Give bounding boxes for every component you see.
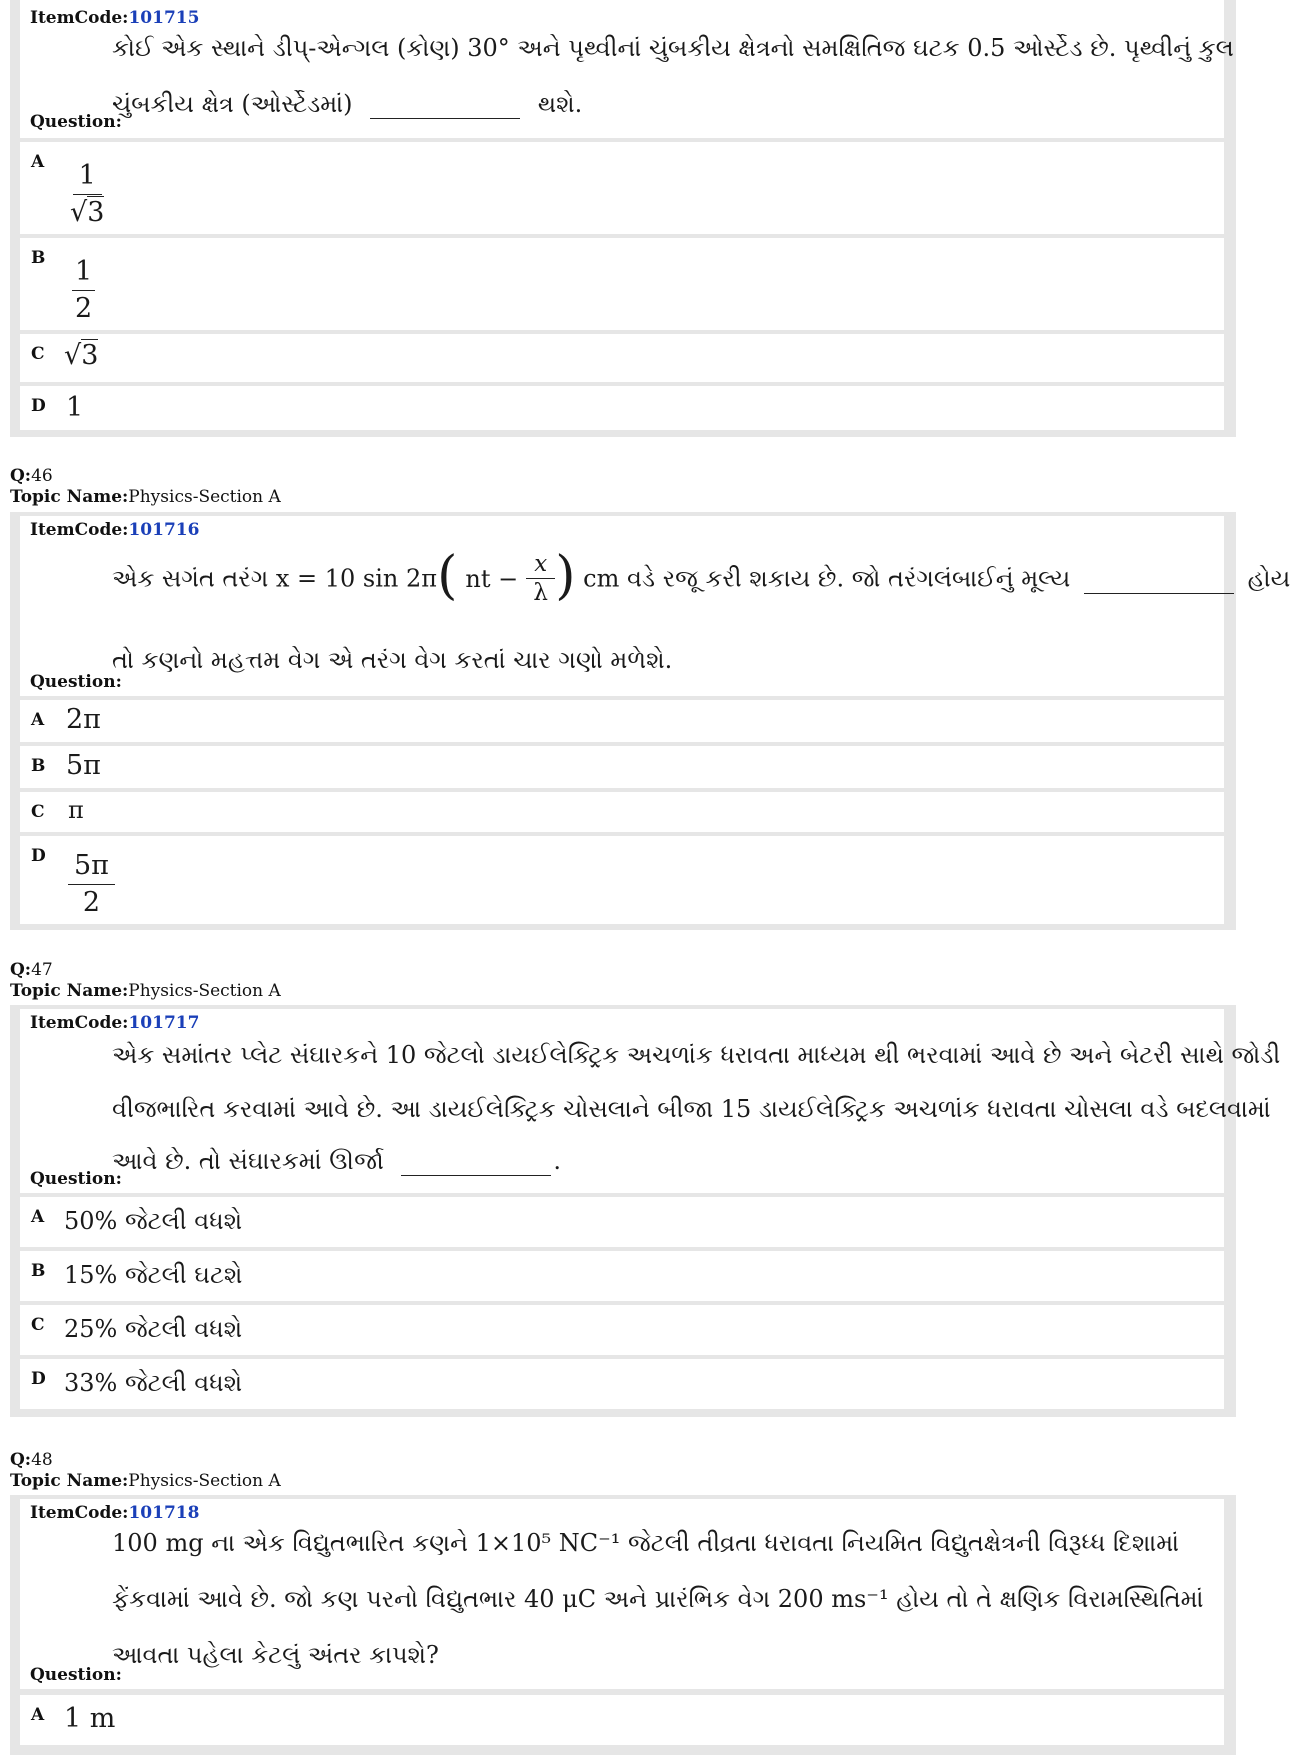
item-code-label: ItemCode: — [30, 520, 129, 540]
question-number-value: 48 — [31, 1450, 53, 1470]
question-text-end: હોય — [1247, 564, 1290, 593]
option-letter: A — [31, 1207, 45, 1227]
question-label: Question: — [30, 1665, 122, 1685]
fraction — [526, 550, 555, 607]
item-code-value: 101716 — [128, 520, 200, 540]
answer-blank — [1084, 565, 1234, 594]
question-line-2: વીજભારિત કરવામાં આવે છે. આ ડાયઈલેક્ટ્રિક ચોસલાને બીજા 15 ડાયઈલેક્ટ્રિક અચળાંક ધરાવતા ચોસલા વડે બદલવામાં — [112, 1095, 1271, 1123]
question-box — [20, 1499, 1224, 1689]
option-value: π — [68, 796, 84, 824]
question-line-3: આવતા પહેલા કેટલું અંતર કાપશે? — [112, 1641, 439, 1669]
topic-name — [10, 981, 281, 1001]
option-value — [64, 340, 98, 371]
option-value — [72, 254, 95, 327]
option-value: 25% જેટલી વધશે — [64, 1315, 243, 1343]
question-text-mid: cm વડે રજૂ કરી શકાય છે. જો તરંગલંબાઈનું મૂલ્ય — [583, 564, 1071, 593]
question-number-label: Q: — [10, 960, 32, 980]
option-value: 15% જેટલી ઘટશે — [64, 1261, 243, 1289]
option-a[interactable] — [20, 1197, 1224, 1247]
option-a[interactable] — [20, 1695, 1224, 1745]
fraction — [72, 254, 95, 327]
question-number-label: Q: — [10, 1450, 32, 1470]
question-card-47 — [10, 1005, 1281, 1417]
fraction — [70, 158, 104, 231]
topic-name-value: Physics-Section A — [128, 1471, 281, 1491]
item-code-label: ItemCode: — [30, 1013, 129, 1033]
question-card-45 — [10, 0, 1236, 437]
fraction-denominator: 2 — [75, 293, 93, 324]
option-a[interactable] — [20, 700, 1224, 742]
option-letter: D — [31, 1369, 46, 1389]
option-b[interactable] — [20, 238, 1224, 330]
item-code-value: 101717 — [128, 1013, 200, 1033]
option-value: 1 — [66, 392, 84, 423]
question-box — [20, 0, 1234, 138]
topic-name — [10, 1471, 281, 1491]
question-line-2 — [112, 90, 582, 119]
fraction-numerator: x — [526, 550, 555, 579]
item-code — [30, 1013, 199, 1033]
option-value: 1 m — [64, 1703, 116, 1734]
option-value — [70, 158, 104, 231]
option-letter: C — [31, 802, 45, 822]
item-code-value: 101718 — [128, 1503, 200, 1523]
option-value — [68, 848, 115, 921]
fraction-numerator: 1 — [73, 158, 102, 195]
fraction-numerator: 5π — [68, 848, 115, 885]
option-letter: B — [31, 248, 46, 268]
item-code-label: ItemCode: — [30, 8, 129, 28]
question-box — [20, 516, 1290, 696]
option-value: 5π — [66, 750, 101, 781]
question-label: Question: — [30, 1169, 122, 1189]
option-c[interactable] — [20, 792, 1224, 832]
right-paren: ) — [555, 546, 576, 606]
option-b[interactable] — [20, 1251, 1224, 1301]
wave-phase: nt − — [465, 564, 519, 593]
option-letter: C — [31, 344, 45, 364]
fraction-denominator: λ — [533, 579, 548, 606]
question-text-end: થશે. — [537, 90, 583, 118]
option-b[interactable] — [20, 746, 1224, 788]
question-number — [10, 960, 53, 980]
question-label: Question: — [30, 672, 122, 692]
option-letter: D — [31, 846, 46, 866]
option-letter: C — [31, 1315, 45, 1335]
question-line-1 — [112, 546, 1290, 610]
option-value: 50% જેટલી વધશે — [64, 1207, 243, 1235]
question-text-end: . — [553, 1147, 562, 1175]
question-number — [10, 1450, 53, 1470]
question-text: એક સગંત તરંગ x = 10 sin 2π — [112, 564, 438, 593]
topic-name-value: Physics-Section A — [128, 487, 281, 507]
question-number-value: 47 — [31, 960, 53, 980]
item-code — [30, 8, 199, 28]
sqrt-symbol: √ — [64, 340, 82, 371]
fraction-denominator — [70, 195, 104, 231]
option-d[interactable] — [20, 386, 1224, 430]
question-text: ચુંબકીય ક્ષેત્ર (ઓર્સ્ટેડમાં) — [112, 90, 353, 118]
question-number-label: Q: — [10, 466, 32, 486]
answer-blank — [401, 1147, 551, 1176]
question-card-46 — [10, 512, 1290, 930]
option-c[interactable] — [20, 1305, 1224, 1355]
question-number-value: 46 — [31, 466, 53, 486]
fraction-numerator: 1 — [72, 254, 95, 291]
option-letter: A — [31, 710, 45, 730]
question-number — [10, 466, 53, 486]
topic-name-value: Physics-Section A — [128, 981, 281, 1001]
fraction-denominator: 2 — [82, 887, 101, 918]
topic-name-label: Topic Name: — [10, 1471, 129, 1491]
option-c[interactable] — [20, 334, 1224, 382]
question-box — [20, 1009, 1281, 1193]
item-code — [30, 1503, 199, 1523]
question-line-1: 100 mg ના એક વિદ્યુતભારિત કણને 1×10⁵ NC⁻¹ જેટલી તીવ્રતા ધરાવતા નિયમિત વિદ્યુતક્ષેત્રની વિરૂધ્ધ દિશામાં — [112, 1529, 1180, 1557]
sqrt-symbol: √ — [70, 197, 88, 228]
item-code-value: 101715 — [128, 8, 200, 28]
option-letter: A — [31, 152, 45, 172]
topic-name — [10, 487, 281, 507]
option-d[interactable] — [20, 836, 1224, 924]
question-line-1: કોઈ એક સ્થાને ડીપ્-એન્ગલ (કોણ) 30° અને પૃથ્વીનાં ચુંબકીય ક્ષેત્રનો સમક્ષિતિજ ઘટક 0.5 ઓર્સ્ટેડ છે. પૃથ્વીનું કુલ — [112, 34, 1234, 62]
option-value: 2π — [66, 704, 101, 735]
radicand: 3 — [87, 197, 105, 228]
option-value: 33% જેટલી વધશે — [64, 1369, 243, 1397]
question-card-48 — [10, 1495, 1236, 1755]
item-code-label: ItemCode: — [30, 1503, 129, 1523]
option-a[interactable] — [20, 142, 1224, 234]
fraction — [68, 848, 115, 921]
question-line-2: ફેંકવામાં આવે છે. જો કણ પરનો વિદ્યુતભાર 40 μC અને પ્રારંભિક વેગ 200 ms⁻¹ હોય તો તે ક્ષણિક વિરામસ્થિતિમાં — [112, 1585, 1204, 1613]
question-label: Question: — [30, 112, 122, 132]
option-d[interactable] — [20, 1359, 1224, 1409]
radicand: 3 — [81, 340, 99, 371]
left-paren: ( — [437, 546, 458, 606]
topic-name-label: Topic Name: — [10, 981, 129, 1001]
item-code — [30, 520, 199, 540]
question-text: આવે છે. તો સંઘારકમાં ઊર્જા — [112, 1147, 384, 1175]
option-letter: D — [31, 396, 46, 416]
topic-name-label: Topic Name: — [10, 487, 129, 507]
option-letter: B — [31, 1261, 46, 1281]
question-line-2: તો કણનો મહત્તમ વેગ એ તરંગ વેગ કરતાં ચાર ગણો મળેશે. — [112, 646, 673, 674]
option-letter: A — [31, 1705, 45, 1725]
question-line-1: એક સમાંતર પ્લેટ સંઘારકને 10 જેટલો ડાયઈલેક્ટ્રિક અચળાંક ધરાવતા માધ્યમ થી ભરવામાં આવે છે અને બેટરી સાથે જોડી — [112, 1041, 1281, 1069]
option-letter: B — [31, 756, 46, 776]
answer-blank — [370, 90, 520, 119]
question-line-3 — [112, 1147, 561, 1176]
